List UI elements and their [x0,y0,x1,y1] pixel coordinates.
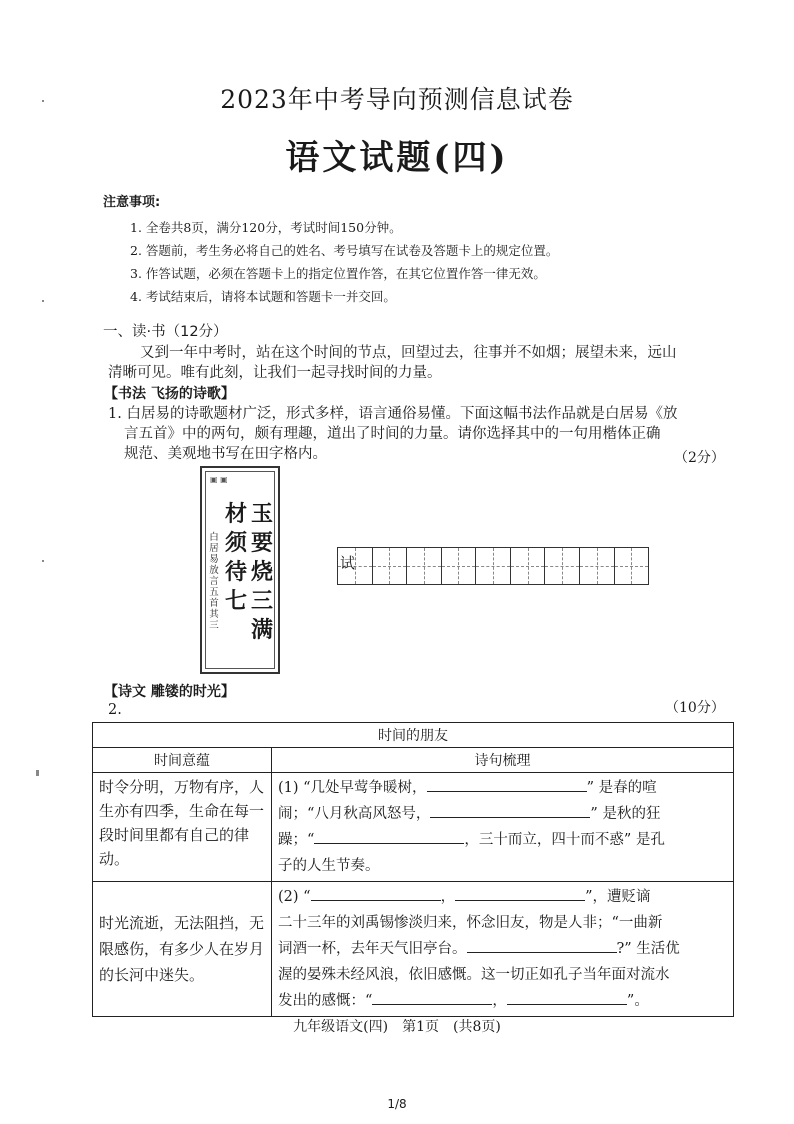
question-1-line: 规范、美观地书写在田字格内。 [124,446,327,462]
scan-speck [42,560,44,562]
table-row [93,773,734,882]
verse-text: ” 是秋的狂 [590,806,661,822]
grid-sample-char: 试 [340,554,356,572]
verse-text: 渥的晏殊未经风浪，依旧感慨。这一切正如孔子当年面对流水 [278,967,670,983]
scan-speck [42,300,44,302]
calligraphy-char: 五 [209,587,219,598]
calligraphy-char: 放 [209,565,219,576]
table-header-verses: 诗句梳理 [272,748,734,773]
verse-text: ， [492,993,507,1009]
calligraphy-char: 易 [209,554,219,565]
grid-cell[interactable] [373,548,408,584]
grid-cell[interactable] [615,548,649,584]
row-meaning: 时令分明，万物有序，人生亦有四季，生命在每一段时间里都有自己的律动。 [93,773,272,882]
verse-text: 发出的感慨：“ [278,993,373,1009]
grid-guide-line [389,548,390,584]
calligraphy-char: 七 [224,588,247,614]
answer-blank[interactable] [311,888,441,901]
calligraphy-char: 白 [209,532,219,543]
calligraphy-char: 三 [209,620,219,631]
verse-text: 二十三年的刘禹锡惨淡归来，怀念旧友，物是人非；“一曲新 [278,915,663,931]
page-footer: 九年级语文(四) 第1页 (共8页) [293,1019,501,1035]
notice-item: 2. 答题前，考生务必将自己的姓名、考号填写在试卷及答题卡上的规定位置。 [130,243,559,258]
exam-title: 2023年中考导向预测信息试卷 [220,85,574,114]
notice-list [130,216,558,308]
calligraphy-char: 首 [209,598,219,609]
seal-stamp: ▣ ▣ [210,475,228,484]
grid-cell[interactable] [580,548,615,584]
answer-blank[interactable] [314,831,464,844]
grid-cell[interactable] [407,548,442,584]
question-1-line: 言五首》中的两句，颇有理趣，道出了时间的力量。请你选择其中的一句用楷体正确 [124,426,661,442]
grid-guide-line [597,548,598,584]
calligraphy-char: 烧 [250,559,273,585]
grid-guide-line [631,548,632,584]
page-counter: 1/8 [387,1097,407,1111]
calligraphy-char: 其 [209,609,219,620]
verse-text: 躁；“ [278,832,315,848]
grid-cell[interactable] [476,548,511,584]
verse-text: 子的人生节奏。 [278,858,380,874]
calligraphy-subheading: 【书法 飞扬的诗歌】 [104,386,235,402]
answer-blank[interactable] [467,940,617,953]
grid-guide-line [424,548,425,584]
verse-text: 闹；“八月秋高风怒号， [278,806,431,822]
subject-title: 语文试题(四) [285,138,509,178]
intro-line: 又到一年中考时，站在这个时间的节点，回望过去，往事并不如烟；展望未来，远山 [140,345,677,361]
grid-guide-line [493,548,494,584]
row-verses [272,882,734,1017]
notice-item: 1. 全卷共8页，满分120分，考试时间150分钟。 [130,220,402,235]
poetry-subheading: 【诗文 雕镂的时光】 [104,684,235,700]
calligraphy-char: 居 [209,543,219,554]
verse-text: 词酒一杯，去年天气旧亭台。 [278,941,467,957]
table-caption: 时间的朋友 [93,723,734,748]
calligraphy-char: 三 [250,588,273,614]
calligraphy-char: 待 [224,559,247,585]
calligraphy-frame [205,471,275,669]
calligraphy-char: 须 [224,530,247,556]
verse-text: ”，遭贬谪 [585,889,651,905]
notice-item: 3. 作答试题，必须在答题卡上的指定位置作答，在其它位置作答一律无效。 [130,266,546,281]
verse-text: ，三十而立，四十而不惑” 是孔 [464,832,665,848]
table-header-meaning: 时间意蕴 [93,748,272,773]
question-2-score: （10分） [665,700,725,716]
intro-line: 清晰可见。唯有此刻，让我们一起寻找时间的力量。 [108,365,442,381]
scan-speck [36,770,39,776]
calligraphy-char: 要 [250,530,273,556]
grid-guide-line [458,548,459,584]
table-row [93,882,734,1017]
calligraphy-signature-column [208,532,220,631]
notice-heading: 注意事项: [103,195,161,210]
verse-text: ”。 [626,993,649,1009]
calligraphy-char: 材 [224,501,247,527]
grid-cell[interactable] [442,548,477,584]
calligraphy-char: 言 [209,576,219,587]
question-2-label: 2. [108,702,122,718]
calligraphy-column-1 [250,500,274,645]
verse-text: (1) “几处早莺争暖树， [278,780,427,796]
answer-blank[interactable] [430,805,590,818]
answer-blank[interactable] [455,888,585,901]
section-heading: 一、读·书（12分） [103,324,228,340]
question-1-score: （2分） [674,450,725,466]
grid-cell[interactable] [338,548,373,584]
calligraphy-char: 玉 [250,501,273,527]
answer-blank[interactable] [372,992,492,1005]
verse-text: ?” 生活优 [616,941,680,957]
poetry-table [92,722,734,1017]
section-intro [108,343,720,383]
question-1-line: 1. 白居易的诗歌题材广泛，形式多样，语言通俗易懂。下面这幅书法作品就是白居易《放 [108,406,678,422]
answer-blank[interactable] [507,992,627,1005]
question-1 [108,404,720,464]
grid-cell[interactable] [511,548,546,584]
notice-item: 4. 考试结束后，请将本试题和答题卡一并交回。 [130,289,396,304]
verse-text: ， [440,889,456,905]
answer-blank[interactable] [427,779,587,792]
calligraphy-char: 满 [250,617,273,643]
row-meaning: 时光流逝，无法阻挡，无限感伤，有多少人在岁月的长河中迷失。 [93,882,272,1017]
grid-guide-line [562,548,563,584]
verse-text: ” 是春的喧 [586,780,657,796]
calligraphy-column-2 [224,500,248,616]
verse-text: (2) “ [278,889,311,905]
grid-cell[interactable] [545,548,580,584]
row-verses [272,773,734,882]
writing-grid[interactable] [337,547,649,585]
calligraphy-artwork [200,466,280,674]
grid-guide-line [528,548,529,584]
